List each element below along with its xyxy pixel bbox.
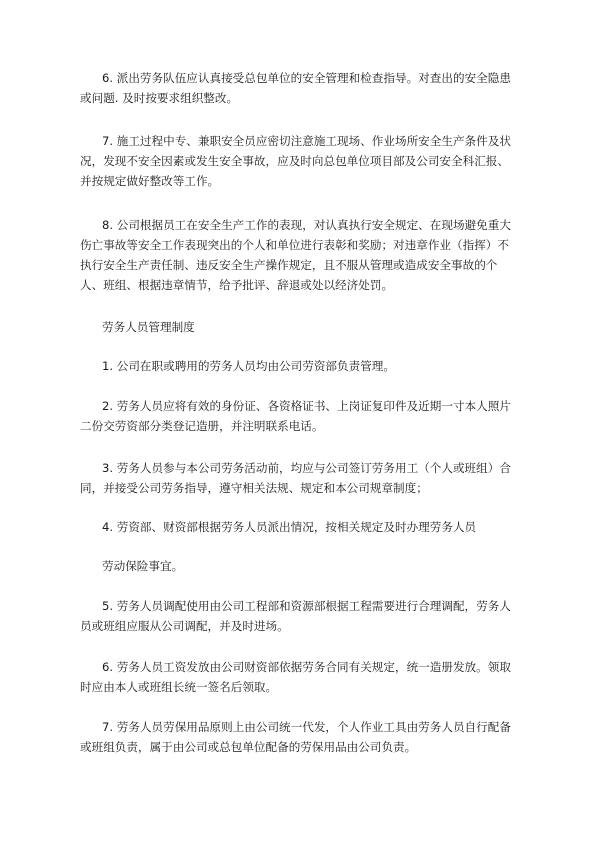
- labor-paragraph-5: 5. 劳务人员调配使用由公司工程部和资源部根据工程需要进行合理调配，劳务人员或班组应服从公司调配，并及时进场。: [80, 599, 511, 633]
- labor-paragraph-4-continued: 劳动保险事宜。: [102, 559, 184, 573]
- paragraph-7: 7. 施工过程中专、兼职安全员应密切注意施工现场、作业场所安全生产条件及状况，发现不安全因素或发生安全事故，应及时向总包单位项目部及公司安全科汇报、并按规定做好整改等工作。: [80, 134, 511, 188]
- paragraph-6: 6. 派出劳务队伍应认真接受总包单位的安全管理和检查指导。对查出的安全隐患或问题. 及时按要求组织整改。: [80, 71, 511, 105]
- labor-paragraph-3: 3. 劳务人员参与本公司劳务活动前，均应与公司签订劳务用工（个人或班组）合同，并接受公司劳务指导，遵守相关法规、规定和本公司规章制度；: [80, 461, 511, 495]
- labor-paragraph-7: 7. 劳务人员劳保用品原则上由公司统一代发，个人作业工具由劳务人员自行配备或班组负责，属于由公司或总包单位配备的劳保用品由公司负责。: [80, 720, 511, 754]
- labor-paragraph-1: 1. 公司在职或聘用的劳务人员均由公司劳资部负责管理。: [102, 359, 395, 373]
- labor-paragraph-2: 2. 劳务人员应将有效的身份证、各资格证书、上岗证复印件及近期一寸本人照片二份交劳资部分类登记造册，并注明联系电话。: [80, 399, 511, 433]
- labor-paragraph-6: 6. 劳务人员工资发放由公司财资部依据劳务合同有关规定，统一造册发放。领取时应由本人或班组长统一签名后领取。: [80, 660, 511, 694]
- paragraph-8: 8. 公司根据员工在安全生产工作的表现，对认真执行安全规定、在现场避免重大伤亡事故等安全工作表现突出的个人和单位进行表彰和奖励；对违章作业（指挥）不执行安全生产责任制、违反安全生产操作规定，且不服从管理或造成安全事故的个人、班组、根据违章情节，给予批评、辞退或处以经济处罚。: [80, 218, 511, 292]
- labor-paragraph-4: 4. 劳资部、财资部根据劳务人员派出情况，按相关规定及时办理劳务人员: [102, 520, 477, 534]
- section-heading: 劳务人员管理制度: [102, 320, 195, 334]
